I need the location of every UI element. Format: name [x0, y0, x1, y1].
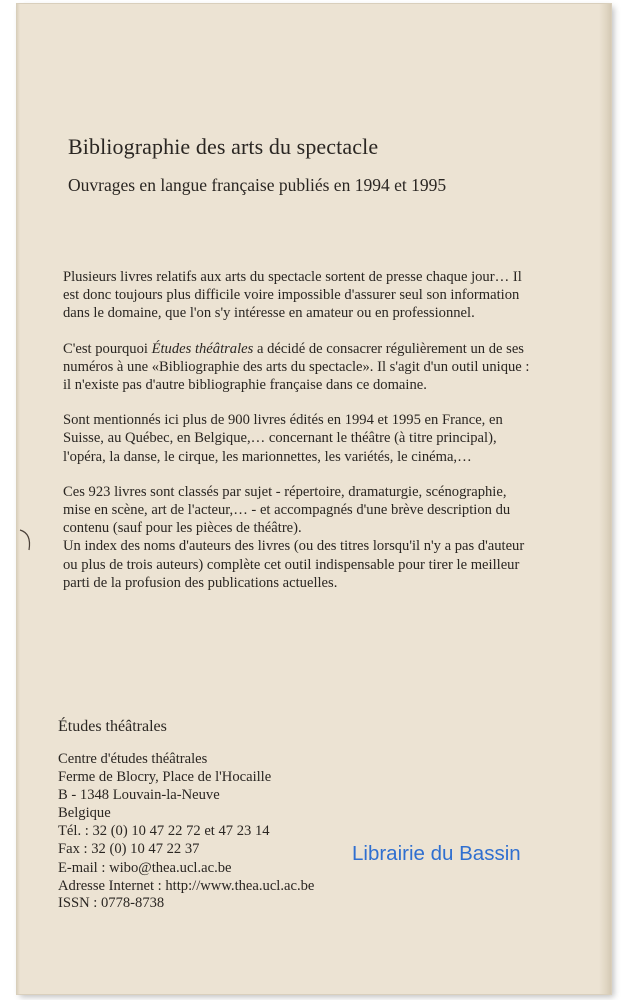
address-line: B - 1348 Louvain-la-Neuve: [58, 787, 220, 804]
publisher-name: Études théâtrales: [58, 718, 167, 735]
website-line: Adresse Internet : http://www.thea.ucl.ac.be: [58, 877, 315, 894]
bookseller-watermark: Librairie du Bassin: [352, 842, 521, 865]
description-text: [63, 268, 533, 592]
address-line: Centre d'études théâtrales: [58, 751, 208, 767]
issn-number: ISSN : 0778-8738: [58, 895, 165, 911]
paragraph-index: Un index des noms d'auteurs des livres (ou des titres lorsqu'il n'y a pas d'auteur ou plus de trois auteurs) complète cet outil indispensable pour tirer le meilleur parti de la profusion des publications actuelles.: [63, 538, 525, 591]
cover-spine-edge: [599, 4, 611, 994]
email-line: E-mail : wibo@thea.ucl.ac.be: [58, 859, 232, 876]
fax-line: Fax : 32 (0) 10 47 22 37: [58, 841, 200, 858]
paragraph-purpose-start: C'est pourquoi: [63, 340, 152, 357]
phone-line: Tél. : 32 (0) 10 47 22 72 et 47 23 14: [58, 823, 270, 840]
paragraph-scope: Sont mentionnés ici plus de 900 livres édités en 1994 et 1995 en France, en Suisse, au Québec, en Belgique,… concernant le théâtre (à titre principal), l'opéra, la danse, le cirque, les marionnettes, les variétés, le cinéma,…: [63, 412, 503, 465]
paragraph-intro: Plusieurs livres relatifs aux arts du spectacle sortent de presse chaque jour… Il est donc toujours plus difficile voire impossible d'assurer seul son information dans le domaine, que l'on s'y intéresse en amateur ou en professionnel.: [63, 269, 522, 322]
paragraph-classification: Ces 923 livres sont classés par sujet - répertoire, dramaturgie, scénographie, mise en scène, art de l'acteur,… - et accompagnés d'une brève description du contenu (sauf pour les pièces de théâtre).: [63, 483, 511, 537]
journal-name-italic: Études théâtrales: [151, 340, 254, 357]
book-subtitle: Ouvrages en langue française publiés en 1994 et 1995: [68, 175, 447, 195]
address-line: Belgique: [58, 805, 111, 822]
book-title: Bibliographie des arts du spectacle: [68, 134, 379, 159]
paragraph-purpose-end: a décidé de consacrer régulièrement un de ses numéros à une «Bibliographie des arts du spectacle». Il s'agit d'un outil unique : il n'existe pas d'autre bibliographie française dans ce domaine.: [63, 340, 530, 394]
pencil-mark-icon: [17, 526, 37, 554]
publisher-address: [58, 750, 314, 895]
paragraph-purpose: [63, 340, 533, 395]
address-line: Ferme de Blocry, Place de l'Hocaille: [58, 769, 272, 786]
cover-fold-edge: [16, 4, 20, 994]
